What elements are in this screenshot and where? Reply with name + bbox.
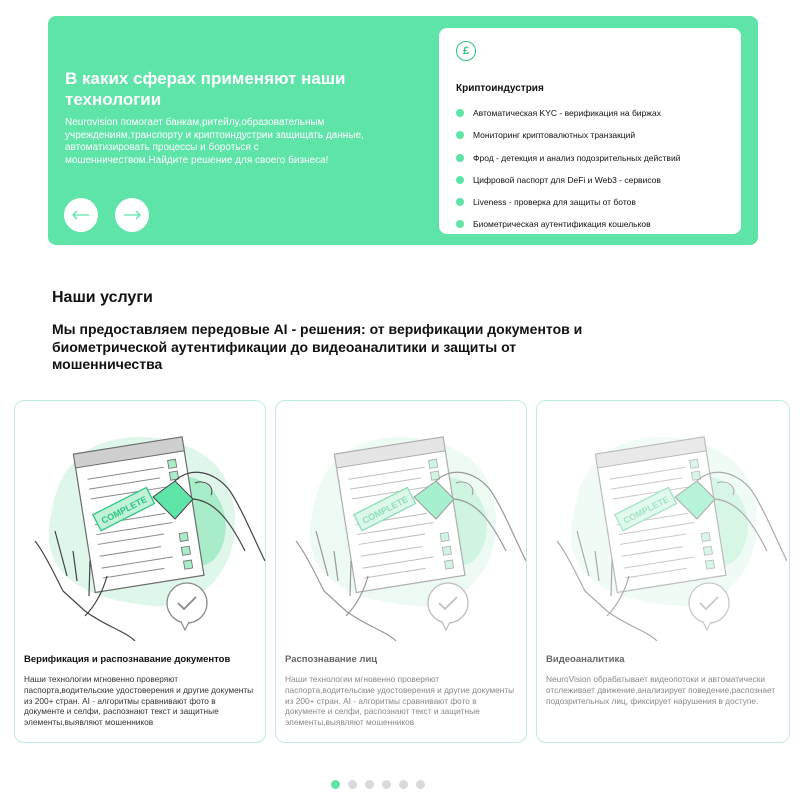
bullet-dot-icon [456,109,464,117]
service-card-text: Наши технологии мгновенно проверяют паспорта,водительские удостоверения и другие документы из 200+ стран. AI - алгоритмы сравнивают фото в документе и селфи, распознают текст и защитные элементы,выявляют мошенников [285,674,515,728]
industries-banner [48,16,758,245]
pagination-dot[interactable] [399,780,408,789]
industries-description: Neurovision помогает банкам,ритейлу,образовательным учреждениям,транспорту и криптоиндустрии защищать данные, автоматизировать процессы и бороться с мошенничеством.Найдите решение для своего бизнеса! [65,117,364,166]
pagination-dot[interactable] [365,780,374,789]
list-item: Автоматическая KYC - верификация на биржах [456,107,680,129]
arrow-right-icon [123,210,141,220]
pagination-dot[interactable] [348,780,357,789]
industry-title: Криптоиндустрия [456,83,544,94]
service-card-title: Распознавание лиц [285,654,378,665]
bullet-dot-icon [456,131,464,139]
bullet-dot-icon [456,220,464,228]
currency-icon: £ [456,41,476,61]
bullet-dot-icon [456,198,464,206]
carousel-pagination [331,780,425,789]
arrow-left-icon [72,210,90,220]
list-item: Биометрическая аутентификация кошельков [456,218,680,240]
list-item: Фрод - детекция и анализ подозрительных действий [456,152,680,174]
industry-panel [439,28,741,234]
services-title: Наши услуги [52,289,153,306]
prev-button[interactable] [64,198,98,232]
services-subtitle: Мы предоставляем передовые AI - решения: от верификации документов и биометрической аутентификации до видеоаналитики и защиты от мошенничества [52,321,583,372]
document-verification-illustration [15,401,265,641]
service-card[interactable] [275,400,527,743]
list-item: Мониторинг криптовалютных транзакций [456,129,680,151]
service-card-text: Наши технологии мгновенно проверяют паспорта,водительские удостоверения и другие документы из 200+ стран. AI - алгоритмы сравнивают фото в документе и селфи, распознают текст и защитные элементы,выявляют мошенников [24,674,254,728]
next-button[interactable] [115,198,149,232]
industry-feature-list [456,107,680,241]
service-card-text: NeuroVision обрабатывает видеопотоки и автоматически отслеживает движение,анализирует поведение,распознает подозрительных лиц, фиксирует нарушения в доступе. [546,674,776,706]
pagination-dot[interactable] [331,780,340,789]
pagination-dot[interactable] [382,780,391,789]
video-analytics-illustration [537,401,787,641]
face-recognition-illustration [276,401,526,641]
pagination-dot[interactable] [416,780,425,789]
list-item: Liveness - проверка для защиты от ботов [456,196,680,218]
service-card-title: Верификация и распознавание документов [24,654,231,665]
industries-title: В каких сферах применяют наши технологии [65,69,346,109]
bullet-dot-icon [456,176,464,184]
service-card[interactable] [536,400,790,743]
bullet-dot-icon [456,154,464,162]
list-item: Цифровой паспорт для DeFi и Web3 - сервисов [456,174,680,196]
service-card[interactable] [14,400,266,743]
service-card-title: Видеоаналитика [546,654,625,665]
